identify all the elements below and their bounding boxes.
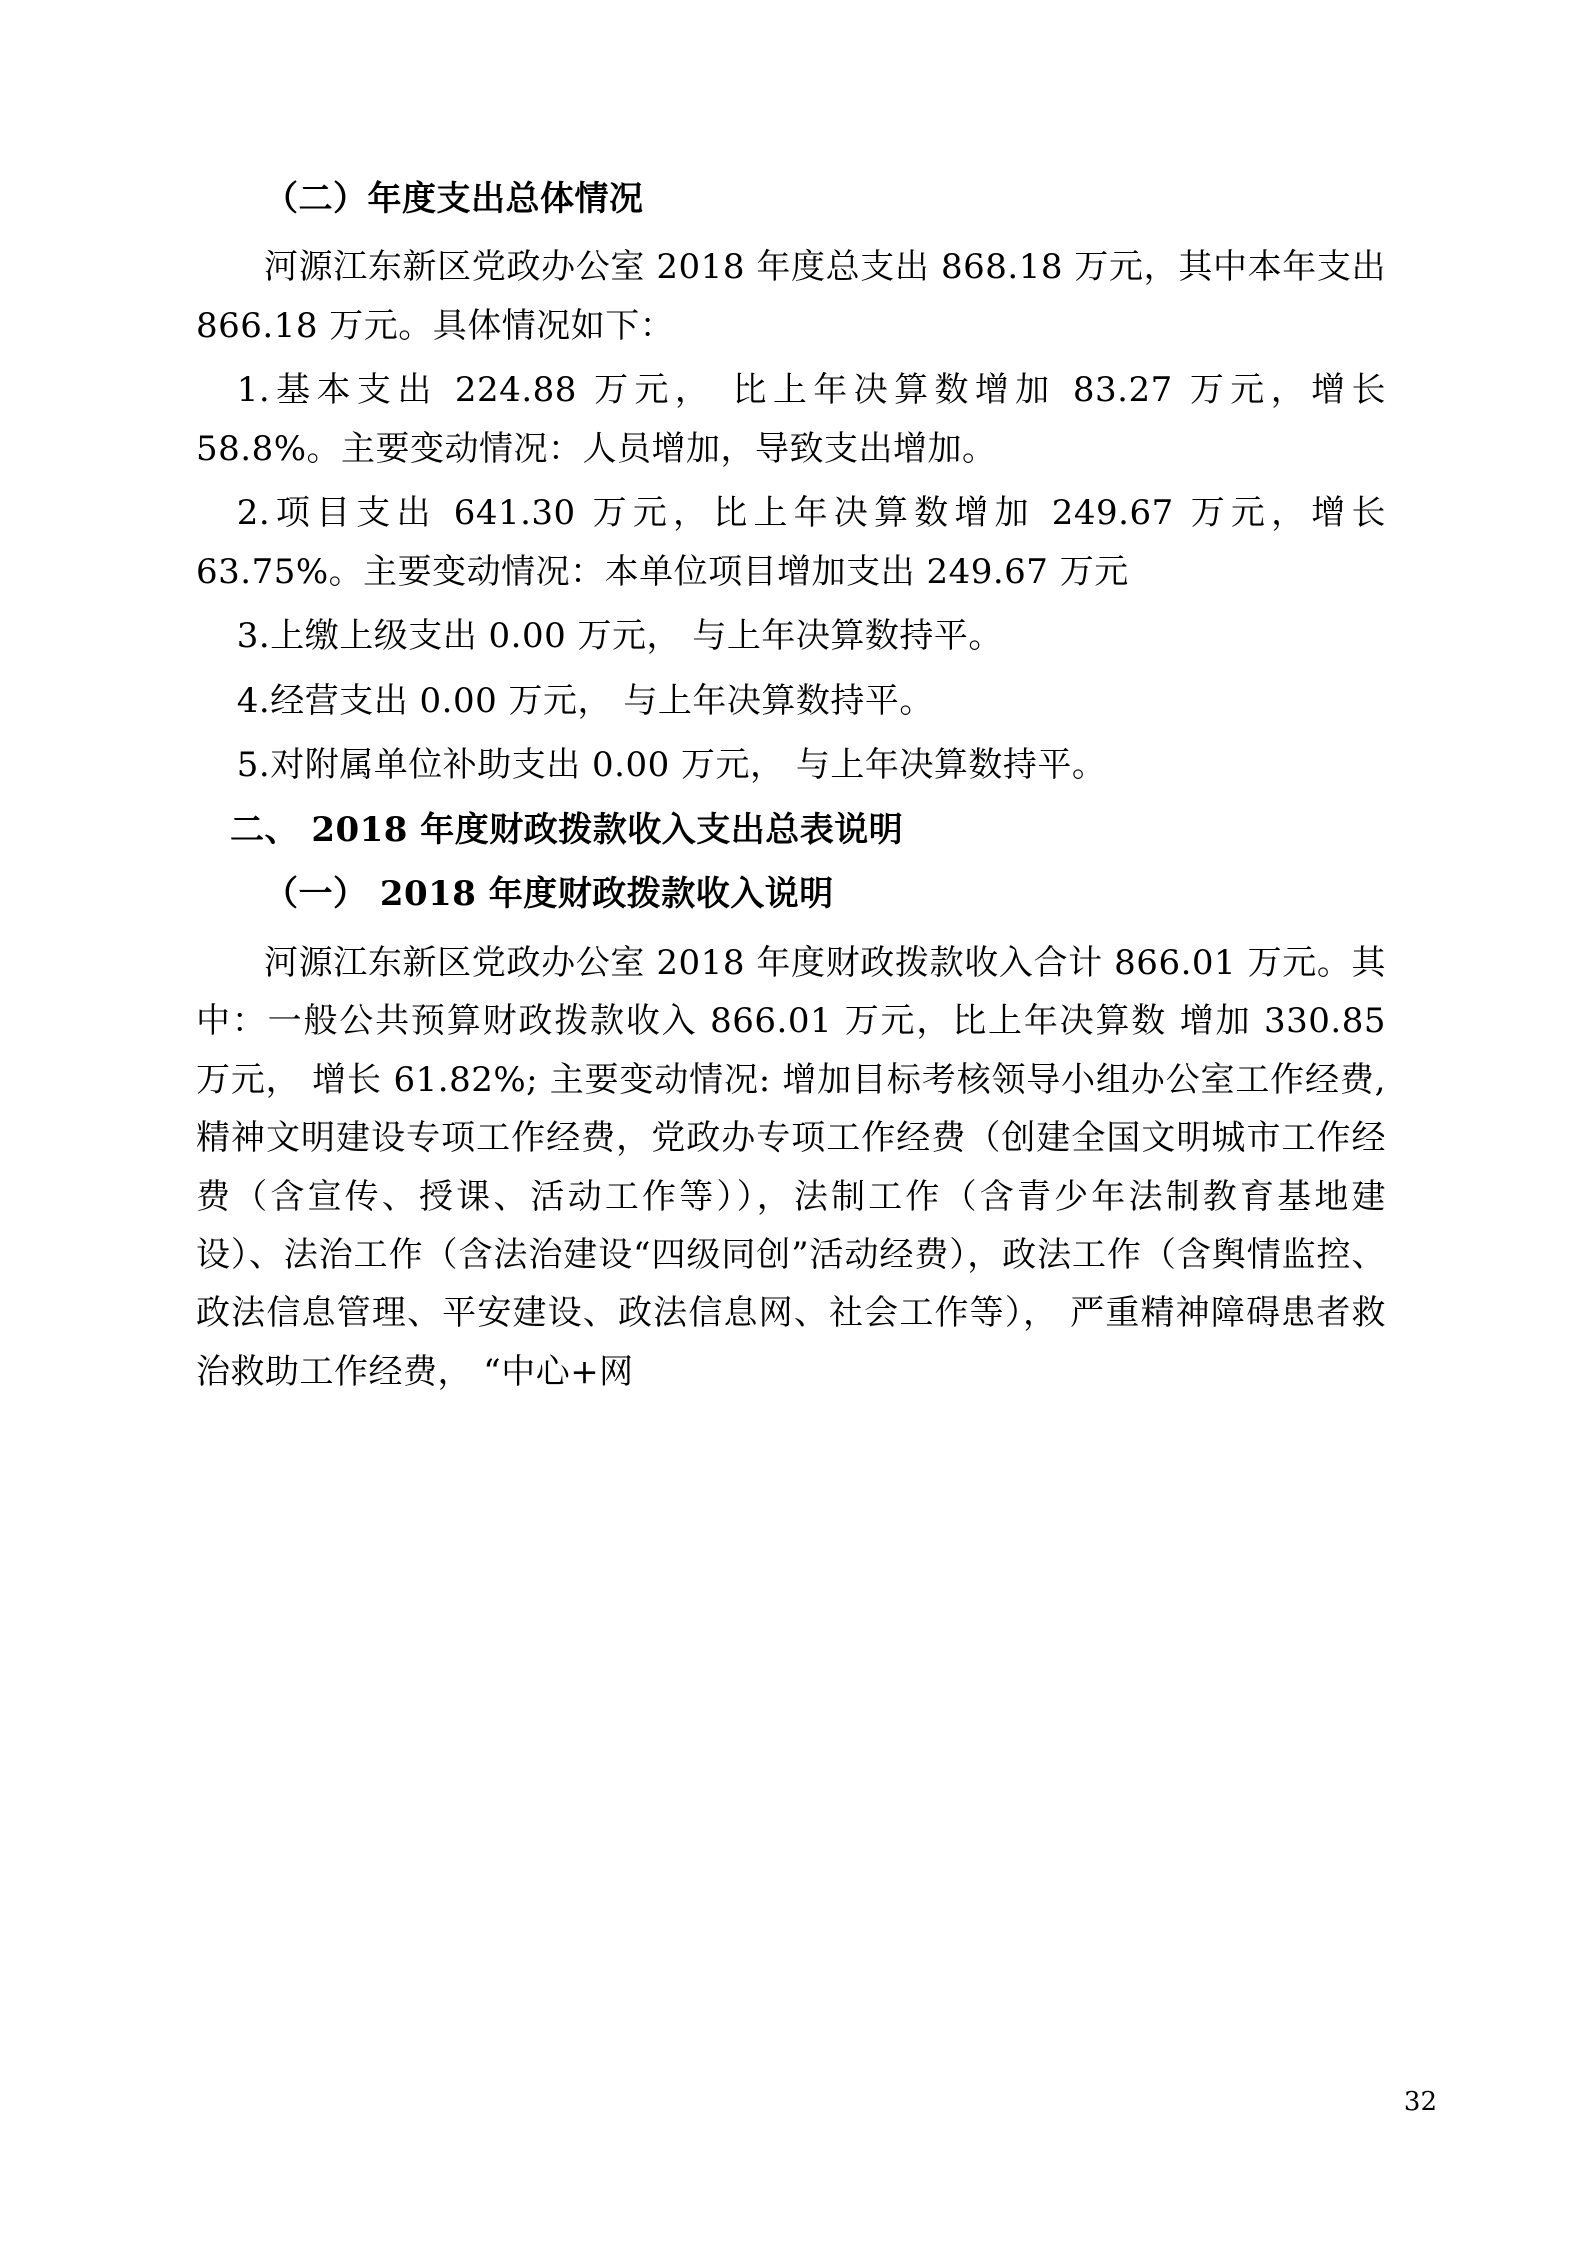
paragraph-project-expenditure: 2.项目支出 641.30 万元，比上年决算数增加 249.67 万元，增长 63.75%。主要变动情况：本单位项目增加支出 249.67 万元 (196, 493, 1386, 592)
page-number: 32 (1403, 2087, 1437, 2117)
paragraph-total-expenditure: 河源江东新区党政办公室 2018 年度总支出 868.18 万元，其中本年支出 866.18 万元。具体情况如下： (196, 247, 1386, 346)
paragraph-basic-expenditure: 1.基本支出 224.88 万元， 比上年决算数增加 83.27 万元，增长 58.8%。主要变动情况：人员增加，导致支出增加。 (196, 370, 1386, 469)
paragraph-operating-expenditure: 4.经营支出 0.00 万元， 与上年决算数持平。 (236, 680, 934, 721)
section-heading-fiscal-appropriation: 二、 2018 年度财政拨款收入支出总表说明 (230, 809, 904, 850)
paragraph-upper-level-expenditure: 3.上缴上级支出 0.00 万元， 与上年决算数持平。 (236, 616, 1003, 657)
section-heading-fiscal-income: （一） 2018 年度财政拨款收入说明 (264, 874, 834, 915)
paragraph-fiscal-income-detail: 河源江东新区党政办公室 2018 年度财政拨款收入合计 866.01 万元。其中：一般公共预算财政拨款收入 866.01 万元，比上年决算数 增加 330.85 万元， 增长 61.82%; 主要变动情况: 增加目标考核领导小组办公室工作经费,精神文明建设专项工作经费，党政办专项工作经费（创建全国文明城市工作经费（含宣传、授课、活动工作等）），法制工作（含青少年法制教育基地建设）、法治工作（含法治建设“四级同创”活动经费），政法工作（含舆情监控、政法信息管理、平安建设、政法信息网、社会工作等）， 严重精神障碍患者救治救助工作经费， “中心+网 (196, 942, 1386, 1392)
section-heading-annual-expenditure: （二）年度支出总体情况 (264, 179, 644, 219)
document-body (196, 170, 1386, 1407)
paragraph-subsidy-expenditure: 5.对附属单位补助支出 0.00 万元， 与上年决算数持平。 (236, 745, 1107, 786)
